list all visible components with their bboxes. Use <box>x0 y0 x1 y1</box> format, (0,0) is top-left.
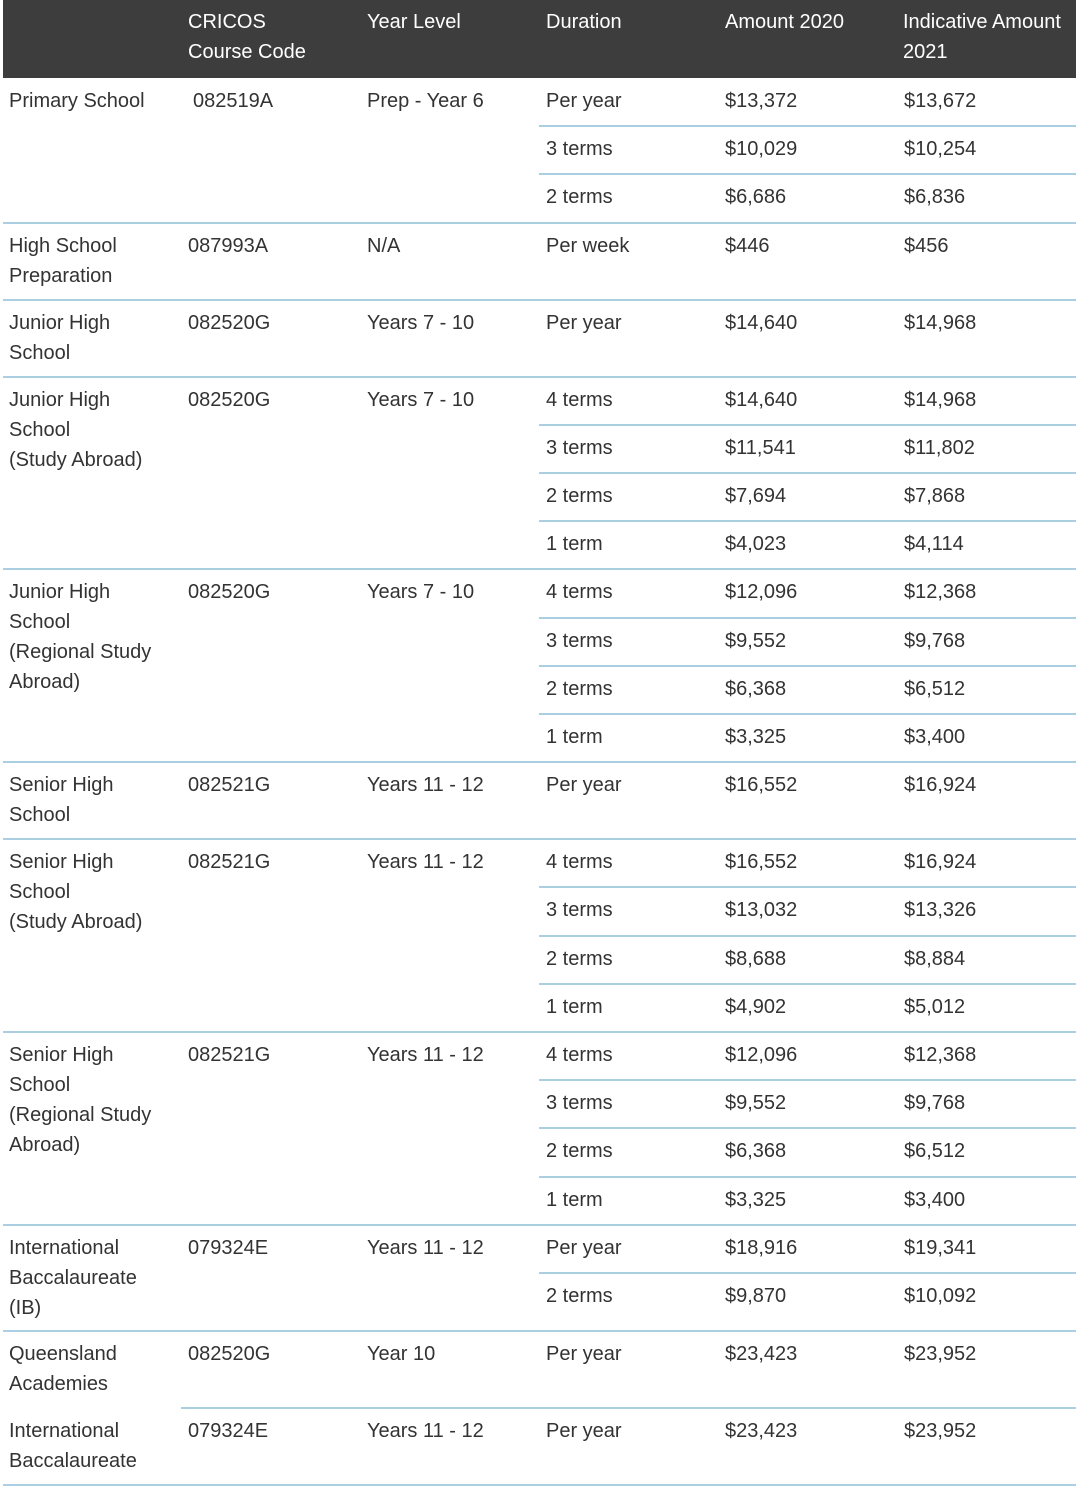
duration: 2 terms <box>546 677 613 700</box>
duration: 2 terms <box>546 947 613 970</box>
amount-2021: $4,114 <box>904 533 964 556</box>
table-header <box>3 0 1076 78</box>
sub-row-divider <box>539 1079 1076 1081</box>
course-name: Primary School <box>9 90 145 112</box>
duration: 2 terms <box>546 485 613 507</box>
year-level: Years 7 - 10 <box>367 311 475 334</box>
amount-2021: $13,672 <box>904 90 977 112</box>
amount-2021: $6,512 <box>904 677 966 700</box>
sub-row-divider <box>539 173 1076 175</box>
course-name: Junior High School (Regional Study Abroad) <box>9 581 152 694</box>
amount-2021: $5,012 <box>904 995 966 1018</box>
duration: 1 term <box>546 1188 603 1211</box>
amount-2021: $9,768 <box>904 1092 966 1115</box>
cricos-code: 082520G <box>188 1343 271 1366</box>
amount-2020: $16,552 <box>725 851 798 874</box>
duration: 1 term <box>546 995 603 1018</box>
year-level: Year 10 <box>367 1343 436 1366</box>
row-divider <box>3 1330 1076 1332</box>
cricos-code: 082521G <box>188 1044 271 1066</box>
amount-2020: $446 <box>725 234 770 257</box>
amount-2021: $10,254 <box>904 138 977 161</box>
cricos-code: 087993A <box>188 234 269 257</box>
year-level: Years 7 - 10 <box>367 388 475 411</box>
amount-2020: $13,032 <box>725 899 798 922</box>
amount-2021: $6,836 <box>904 186 966 209</box>
duration: Per year <box>546 1236 622 1259</box>
year-level: Years 11 - 12 <box>367 1236 484 1259</box>
cricos-code: 082519A <box>193 90 274 112</box>
amount-2021: $16,924 <box>904 851 977 874</box>
row-divider <box>3 838 1076 840</box>
amount-2020: $9,552 <box>725 629 787 652</box>
year-level: Years 11 - 12 <box>367 774 484 797</box>
amount-2021: $14,968 <box>904 388 977 411</box>
year-level: Years 11 - 12 <box>367 1044 484 1066</box>
amount-2020: $4,902 <box>725 995 787 1018</box>
row-divider <box>3 1031 1076 1033</box>
duration: Per year <box>546 311 622 334</box>
amount-2021: $8,884 <box>904 947 966 970</box>
sub-row-divider <box>539 617 1076 619</box>
amount-2020: $6,368 <box>725 677 787 700</box>
amount-2021: $11,802 <box>904 436 975 459</box>
amount-2020: $9,870 <box>725 1285 787 1307</box>
course-name: Queensland Academies <box>9 1343 117 1396</box>
amount-2020: $14,640 <box>725 388 798 411</box>
amount-2020: $10,029 <box>725 138 798 161</box>
sub-row-divider <box>539 472 1076 474</box>
amount-2021: $456 <box>904 234 949 257</box>
duration: 4 terms <box>546 1044 613 1066</box>
amount-2020: $23,423 <box>725 1420 798 1443</box>
course-name: Junior High School <box>9 311 111 364</box>
course-name: Junior High School (Study Abroad) <box>9 388 143 471</box>
amount-2020: $4,023 <box>725 533 787 556</box>
row-divider <box>3 376 1076 378</box>
duration: 2 terms <box>546 1285 613 1307</box>
duration: 1 term <box>546 533 603 556</box>
amount-2021: $3,400 <box>904 1188 966 1211</box>
duration: Per year <box>546 90 622 112</box>
row-divider <box>3 1224 1076 1226</box>
sub-row-divider <box>539 983 1076 985</box>
amount-2021: $3,400 <box>904 726 966 748</box>
amount-2021: $10,092 <box>904 1285 977 1307</box>
year-level: Prep - Year 6 <box>367 90 484 112</box>
duration: 3 terms <box>546 899 613 922</box>
duration: 1 term <box>546 726 603 748</box>
amount-2021: $16,924 <box>904 774 977 797</box>
cricos-code: 082520G <box>188 581 271 604</box>
sub-row-divider <box>539 424 1076 426</box>
amount-2020: $6,686 <box>725 186 787 209</box>
row-divider <box>3 1484 1076 1486</box>
row-divider <box>3 299 1076 301</box>
course-name: International Baccalaureate (IB) <box>9 1236 137 1319</box>
duration: 4 terms <box>546 581 613 604</box>
duration: 3 terms <box>546 1092 613 1115</box>
sub-row-divider <box>539 1176 1076 1178</box>
amount-2020: $18,916 <box>725 1236 798 1259</box>
amount-2020: $13,372 <box>725 90 798 112</box>
amount-2020: $16,552 <box>725 774 798 797</box>
header-year-level: Year Level <box>367 11 461 33</box>
row-divider <box>3 222 1076 224</box>
duration: 2 terms <box>546 186 613 209</box>
amount-2021: $7,868 <box>904 485 966 507</box>
amount-2021: $6,512 <box>904 1140 966 1163</box>
duration: 3 terms <box>546 629 613 652</box>
amount-2020: $6,368 <box>725 1140 787 1163</box>
amount-2021: $12,368 <box>904 581 977 604</box>
amount-2021: $13,326 <box>904 899 977 922</box>
amount-2020: $3,325 <box>725 1188 787 1211</box>
course-name: International Baccalaureate <box>9 1420 137 1473</box>
sub-row-divider <box>539 665 1076 667</box>
amount-2021: $19,341 <box>904 1236 977 1259</box>
amount-2020: $12,096 <box>725 581 798 604</box>
cricos-code: 079324E <box>188 1236 269 1259</box>
year-level: Years 11 - 12 <box>367 851 484 874</box>
duration: Per year <box>546 1343 622 1366</box>
amount-2021: $12,368 <box>904 1044 977 1066</box>
amount-2021: $23,952 <box>904 1420 977 1443</box>
duration: 2 terms <box>546 1140 613 1163</box>
header-indicative-amount-2021: Indicative Amount 2021 <box>903 11 1061 63</box>
row-divider <box>3 761 1076 763</box>
duration: Per year <box>546 1420 622 1443</box>
course-name: Senior High School <box>9 774 114 827</box>
year-level: N/A <box>367 234 401 257</box>
duration: Per year <box>546 774 622 797</box>
sub-row-divider <box>539 520 1076 522</box>
amount-2020: $7,694 <box>725 485 787 507</box>
duration: 4 terms <box>546 851 613 874</box>
cricos-code: 082520G <box>188 311 271 334</box>
amount-2021: $9,768 <box>904 629 966 652</box>
cricos-code: 082521G <box>188 851 271 874</box>
amount-2021: $23,952 <box>904 1343 977 1366</box>
year-level: Years 7 - 10 <box>367 581 475 604</box>
cricos-code: 082520G <box>188 388 271 411</box>
course-name: High School Preparation <box>9 234 117 287</box>
amount-2021: $14,968 <box>904 311 977 334</box>
course-name: Senior High School (Study Abroad) <box>9 851 143 934</box>
cricos-code: 082521G <box>188 774 271 797</box>
amount-2020: $3,325 <box>725 726 787 748</box>
sub-row-divider <box>539 125 1076 127</box>
duration: Per week <box>546 234 630 257</box>
amount-2020: $8,688 <box>725 947 787 970</box>
row-divider <box>181 1407 1076 1409</box>
sub-row-divider <box>539 886 1076 888</box>
amount-2020: $14,640 <box>725 311 798 334</box>
course-name: Senior High School (Regional Study Abroad) <box>9 1044 152 1156</box>
duration: 3 terms <box>546 138 613 161</box>
header-duration: Duration <box>546 11 622 33</box>
amount-2020: $11,541 <box>725 436 796 459</box>
duration: 4 terms <box>546 388 613 411</box>
header-cricos-code: CRICOS Course Code <box>188 11 306 63</box>
sub-row-divider <box>539 713 1076 715</box>
amount-2020: $23,423 <box>725 1343 798 1366</box>
row-divider <box>3 568 1076 570</box>
amount-2020: $12,096 <box>725 1044 798 1066</box>
year-level: Years 11 - 12 <box>367 1420 484 1443</box>
cricos-code: 079324E <box>188 1420 269 1443</box>
duration: 3 terms <box>546 436 613 459</box>
sub-row-divider <box>539 1272 1076 1274</box>
sub-row-divider <box>539 1127 1076 1129</box>
sub-row-divider <box>539 935 1076 937</box>
amount-2020: $9,552 <box>725 1092 787 1115</box>
header-amount-2020: Amount 2020 <box>725 11 844 33</box>
